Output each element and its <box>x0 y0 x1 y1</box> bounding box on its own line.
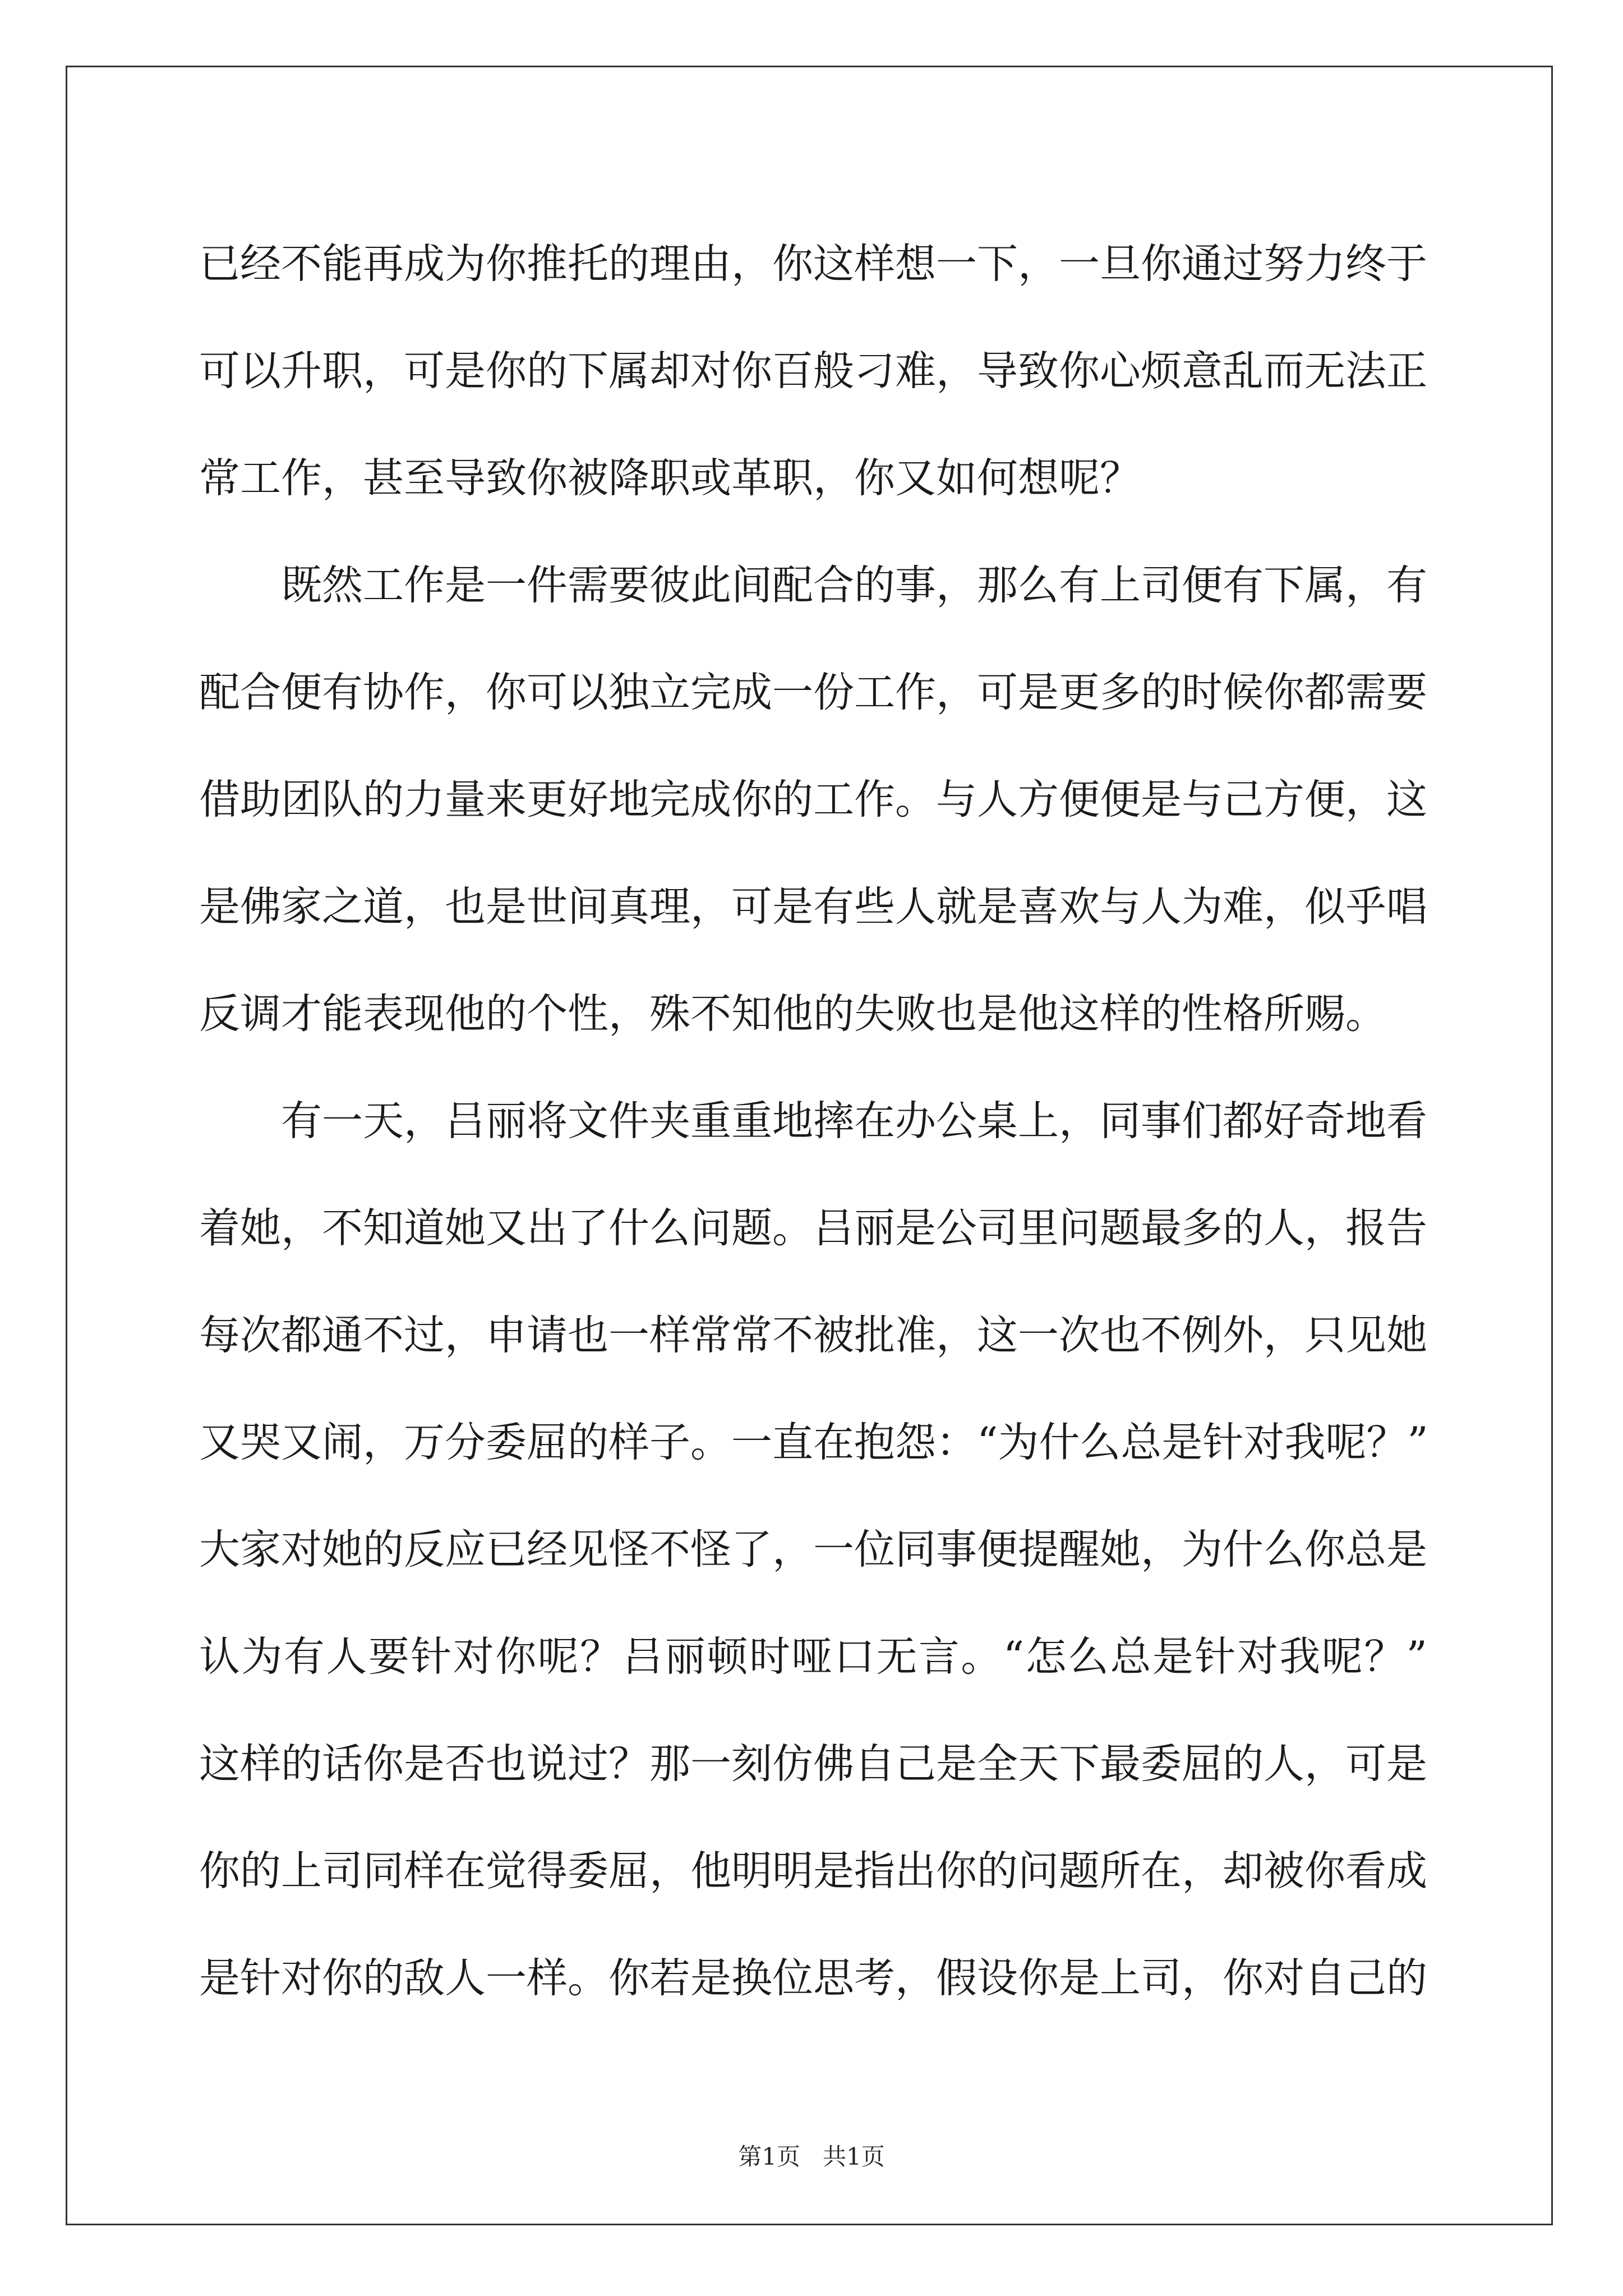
text-line: 配合便有协作，你可以独立完成一份工作，可是更多的时候你都需要 <box>199 669 1427 716</box>
text-line: 既然工作是一件需要彼此间配合的事，那么有上司便有下属，有 <box>281 562 1427 609</box>
text-line: 大家对她的反应已经见怪不怪了，一位同事便提醒她，为什么你总是 <box>199 1526 1427 1573</box>
text-line: 认为有人要针对你呢？吕丽顿时哑口无言。“怎么总是针对我呢？” <box>199 1633 1427 1681</box>
text-line: 这样的话你是否也说过？那一刻仿佛自己是全天下最委屈的人，可是 <box>199 1740 1427 1788</box>
document-body <box>199 210 1427 2032</box>
text-line: 反调才能表现他的个性，殊不知他的失败也是他这样的性格所赐。 <box>199 990 1386 1038</box>
total-pages: 共1页 <box>823 2143 885 2170</box>
text-line: 可以升职，可是你的下属却对你百般刁难，导致你心烦意乱而无法正 <box>199 347 1427 395</box>
text-line: 着她，不知道她又出了什么问题。吕丽是公司里问题最多的人，报告 <box>199 1204 1427 1252</box>
text-line: 常工作，甚至导致你被降职或革职，你又如何想呢？ <box>199 454 1141 502</box>
page-number: 第1页 <box>738 2143 800 2170</box>
page-footer <box>0 2138 1623 2172</box>
text-line: 又哭又闹，万分委屈的样子。一直在抱怨：“为什么总是针对我呢？” <box>199 1419 1428 1466</box>
text-line: 借助团队的力量来更好地完成你的工作。与人方便便是与己方便，这 <box>199 776 1427 823</box>
text-line: 你的上司同样在觉得委屈，他明明是指出你的问题所在，却被你看成 <box>199 1847 1427 1895</box>
text-line: 有一天，吕丽将文件夹重重地摔在办公桌上，同事们都好奇地看 <box>281 1097 1427 1145</box>
text-line: 已经不能再成为你推托的理由，你这样想一下，一旦你通过努力终于 <box>199 240 1427 288</box>
text-line: 是针对你的敌人一样。你若是换位思考，假设你是上司，你对自己的 <box>199 1954 1427 2002</box>
text-line: 是佛家之道，也是世间真理，可是有些人就是喜欢与人为难，似乎唱 <box>199 883 1427 931</box>
text-line: 每次都通不过，申请也一样常常不被批准，这一次也不例外，只见她 <box>199 1312 1427 1359</box>
